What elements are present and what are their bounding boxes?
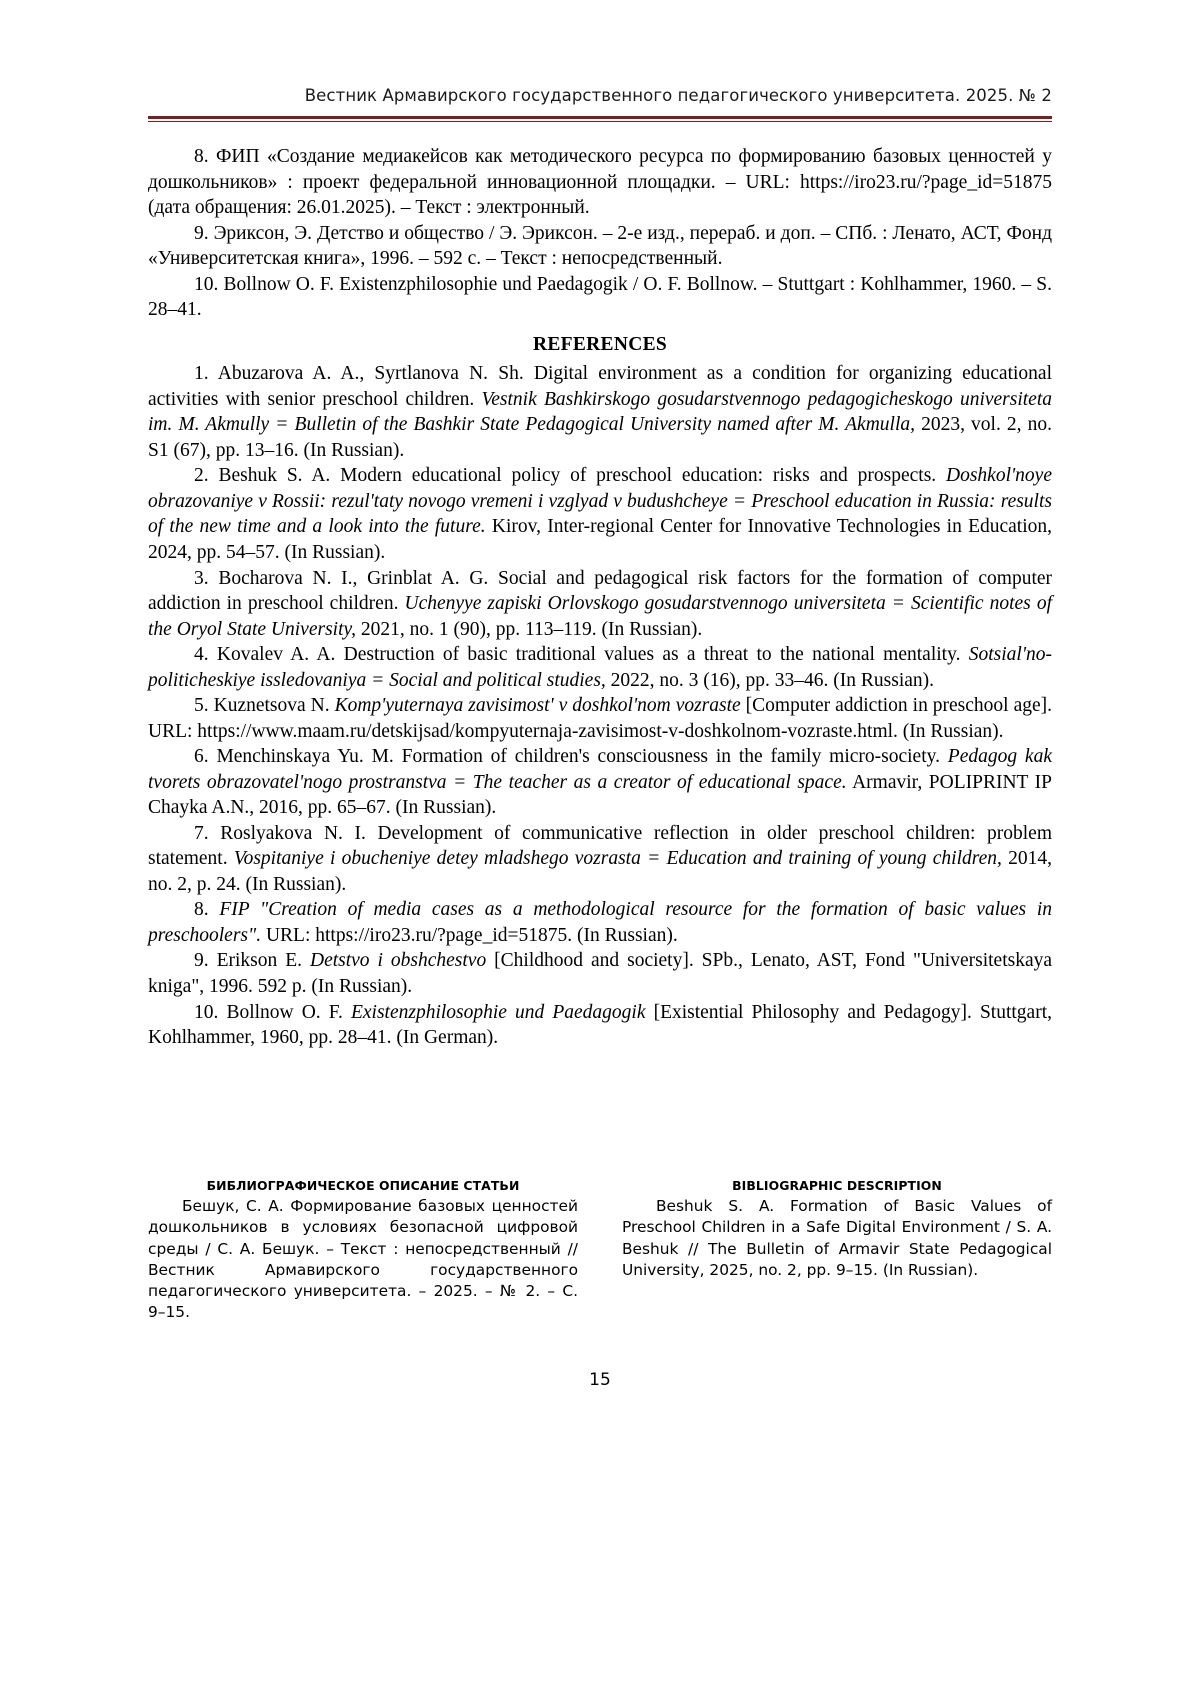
- citation-column-en: [622, 1178, 1052, 1324]
- reference-text: [Computer addiction in preschool age]. URL: https://www.maam.ru/detskijsad/kompyuternaja-zavisimost-v-doshkolnom-vozraste.html. (In Russian).: [148, 695, 1052, 742]
- bibliography-item-ru: 8. ФИП «Создание медиакейсов как методического ресурса по формированию базовых ценностей у дошкольников» : проект федеральной инновационной площадки. – URL: https://iro23.ru/?page_id=51875 (дата обращения: 26.01.2025). – Текст : электронный.: [148, 146, 1052, 219]
- reference-number: 2.: [194, 465, 219, 487]
- reference-text: [Existential Philosophy and Pedagogy]. Stuttgart, Kohlhammer, 1960, pp. 28–41. (In German).: [148, 1001, 1052, 1049]
- reference-source-title: Detstvo i obshchestvo: [309, 950, 487, 972]
- reference-text: [Childhood and society]. SPb., Lenato, AST, Fond "Universitetskaya kniga", 1996. 592 p. (In Russian).: [148, 950, 1053, 997]
- citation-text-en: Beshuk S. A. Formation of Basic Values of Preschool Children in a Safe Digital Environment / S. A. Beshuk // The Bulletin of Armavir State Pedagogical University, 2025, no. 2, pp. 9–15. (In Russian).: [622, 1197, 1052, 1279]
- reference-item: [148, 821, 1052, 898]
- citation-column-ru: [148, 1178, 578, 1324]
- reference-text: 2022, no. 3 (16), pp. 33–46. (In Russian).: [605, 669, 935, 691]
- reference-item: [148, 463, 1052, 565]
- section-title-references: REFERENCES: [532, 333, 668, 355]
- reference-text: 2014, no. 2, p. 24. (In Russian).: [148, 848, 1053, 895]
- reference-item: [148, 693, 1052, 744]
- reference-number: 7.: [194, 822, 221, 844]
- reference-text: Kuznetsova N.: [213, 695, 335, 717]
- reference-number: 9.: [194, 950, 217, 972]
- reference-item: [148, 948, 1052, 999]
- reference-source-title: Pedagog kak tvorets obrazovatel'nogo prostranstva = The teacher as a creator of educational space.: [148, 746, 1052, 793]
- page-content: [148, 86, 1052, 1051]
- reference-item: [148, 744, 1052, 821]
- reference-number: 8.: [194, 899, 220, 921]
- reference-source-title: FIP "Creation of media cases as a methodological resource for the formation of basic values in preschoolers".: [148, 899, 1053, 946]
- page-number: 15: [589, 1370, 611, 1390]
- citation-heading-ru: БИБЛИОГРАФИЧЕСКОЕ ОПИСАНИЕ СТАТЬИ: [206, 1178, 520, 1193]
- citation-block: [148, 1178, 1052, 1324]
- references-body: [148, 144, 1052, 1051]
- bibliography-item-ru: 9. Эриксон, Э. Детство и общество / Э. Эриксон. – 2-е изд., перераб. и доп. – СПб. : Ленато, АСТ, Фонд «Университетская книга», 1996. – 592 с. – Текст : непосредственный.: [148, 222, 1052, 270]
- reference-number: 1.: [194, 363, 218, 385]
- citation-text-ru: Бешук, С. А. Формирование базовых ценностей дошкольников в условиях безопасной цифровой среды / С. А. Бешук. – Текст : непосредственный // Вестник Армавирского государственного педагогического университета. – 2025. – № 2. – С. 9–15.: [148, 1197, 578, 1322]
- reference-text: Armavir, POLIPRINT IP Chayka A.N., 2016, pp. 65–67. (In Russian).: [148, 771, 1052, 819]
- reference-text: Roslyakova N. I. Development of communicative reflection in older preschool children: problem statement.: [148, 822, 1052, 870]
- reference-source-title: Uchenyye zapiski Orlovskogo gosudarstvennogo universiteta = Scientific notes of the Oryol State University,: [148, 593, 1052, 640]
- reference-source-title: Komp'yuternaya zavisimost' v doshkol'nom vozraste: [334, 695, 741, 717]
- reference-number: 5.: [194, 695, 214, 717]
- reference-text: Kovalev A. A. Destruction of basic traditional values as a threat to the national mentality.: [216, 644, 969, 666]
- reference-source-title: Vestnik Bashkirskogo gosudarstvennogo pedagogicheskogo universiteta im. M. Akmully = Bulletin of the Bashkir State Pedagogical University named after M. Akmulla,: [148, 388, 1053, 436]
- reference-text: 2021, no. 1 (90), pp. 113–119. (In Russian).: [355, 618, 703, 640]
- bibliography-item-ru: 10. Bollnow O. F. Existenzphilosophie und Paedagogik / O. F. Bollnow. – Stuttgart : Kohlhammer, 1960. – S. 28–41.: [148, 273, 1052, 321]
- reference-text: Bocharova N. I., Grinblat A. G. Social and pedagogical risk factors for the formation of computer addiction in preschool children.: [148, 567, 1053, 615]
- reference-source-title: Sotsial'no-politicheskiye issledovaniya = Social and political studies,: [148, 644, 1053, 691]
- reference-text: Abuzarova A. A., Syrtlanova N. Sh. Digital environment as a condition for organizing educational activities with senior preschool children.: [148, 363, 1052, 410]
- reference-number: 10.: [194, 1001, 227, 1023]
- reference-source-title: Existenzphilosophie und Paedagogik: [350, 1001, 646, 1023]
- reference-source-title: Vospitaniye i obucheniye detey mladshego vozrasta = Education and training of young children,: [233, 848, 1002, 870]
- reference-text: 2023, vol. 2, no. S1 (67), pp. 13–16. (In Russian).: [148, 414, 1053, 461]
- reference-text: Bollnow O. F.: [226, 1001, 351, 1023]
- reference-text: Menchinskaya Yu. M. Formation of children's consciousness in the family micro-society.: [216, 746, 948, 768]
- citation-heading-en: BIBLIOGRAPHIC DESCRIPTION: [732, 1178, 942, 1193]
- header-rule: [148, 116, 1052, 122]
- references-list: [148, 361, 1052, 1050]
- reference-number: 3.: [194, 567, 219, 589]
- running-head: Вестник Армавирского государственного педагогического университета. 2025. № 2: [304, 86, 1052, 105]
- reference-text: URL: https://iro23.ru/?page_id=51875. (In Russian).: [261, 924, 678, 946]
- reference-text: Kirov, Inter-regional Center for Innovative Technologies in Education, 2024, pp. 54–57. (In Russian).: [148, 516, 1053, 563]
- reference-item: [148, 361, 1052, 463]
- reference-item: [148, 642, 1052, 693]
- reference-item: [148, 566, 1052, 643]
- reference-text: Erikson E.: [216, 950, 310, 972]
- reference-number: 6.: [194, 746, 217, 768]
- reference-text: Beshuk S. A. Modern educational policy of preschool education: risks and prospects.: [218, 465, 947, 487]
- reference-item: [148, 897, 1052, 948]
- reference-number: 4.: [194, 644, 217, 666]
- reference-source-title: Doshkol'noye obrazovaniye v Rossii: rezul'taty novogo vremeni i vzglyad v budushcheye = Preschool education in Russia: results of the new time and a look into the future.: [148, 465, 1052, 538]
- reference-item: [148, 1000, 1052, 1051]
